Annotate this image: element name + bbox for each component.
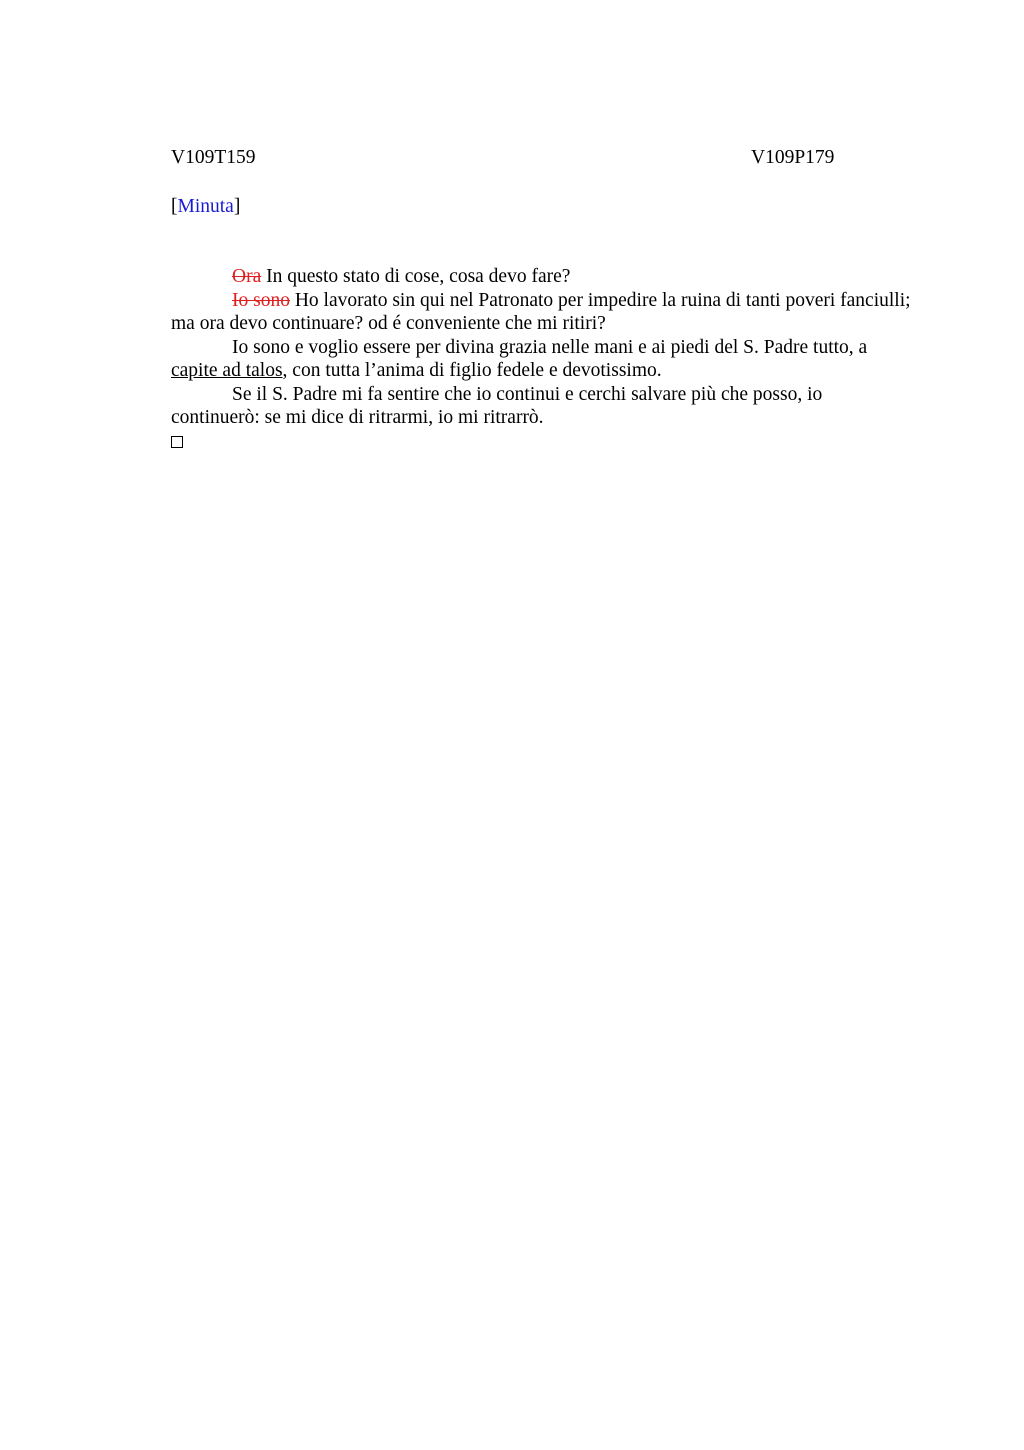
paragraph-3 (171, 336, 911, 383)
volume-text-code: V109T159 (171, 147, 256, 168)
paragraph-text: In questo stato di cose, cosa devo fare? (261, 266, 571, 287)
volume-page-code: V109P179 (751, 147, 835, 168)
deleted-word: Ora (232, 266, 262, 287)
document-type-label (171, 195, 911, 219)
square-box-icon (171, 436, 183, 448)
paragraph-text: Io sono e voglio essere per divina grazia nelle mani e ai piedi del S. Padre tutto, a (232, 336, 868, 358)
label-open-bracket: [ (171, 196, 178, 217)
deleted-word: Io sono (232, 289, 290, 311)
paragraph-2 (171, 289, 911, 336)
letter-body (171, 265, 911, 454)
document-codes (171, 146, 911, 170)
letter-content (171, 146, 911, 454)
end-marker (171, 430, 911, 455)
paragraph-text: Ho lavorato sin qui nel Patronato per impedire la ruina di tanti poveri fanciulli; ma ora devo continuare? od é conveniente che mi ritiri? (171, 289, 911, 334)
paragraph-text: Se il S. Padre mi fa sentire che io continui e cerchi salvare più che posso, io continuerò: se mi dice di ritrarmi, io mi ritrarrò. (171, 383, 823, 428)
label-close-bracket: ] (233, 196, 241, 217)
latin-phrase: capite ad talos (171, 360, 283, 381)
minuta-link[interactable]: Minuta (177, 196, 234, 217)
paragraph-1 (171, 265, 911, 289)
paragraph-text: , con tutta l’anima di figlio fedele e devotissimo. (282, 360, 662, 381)
paragraph-4 (171, 383, 911, 430)
